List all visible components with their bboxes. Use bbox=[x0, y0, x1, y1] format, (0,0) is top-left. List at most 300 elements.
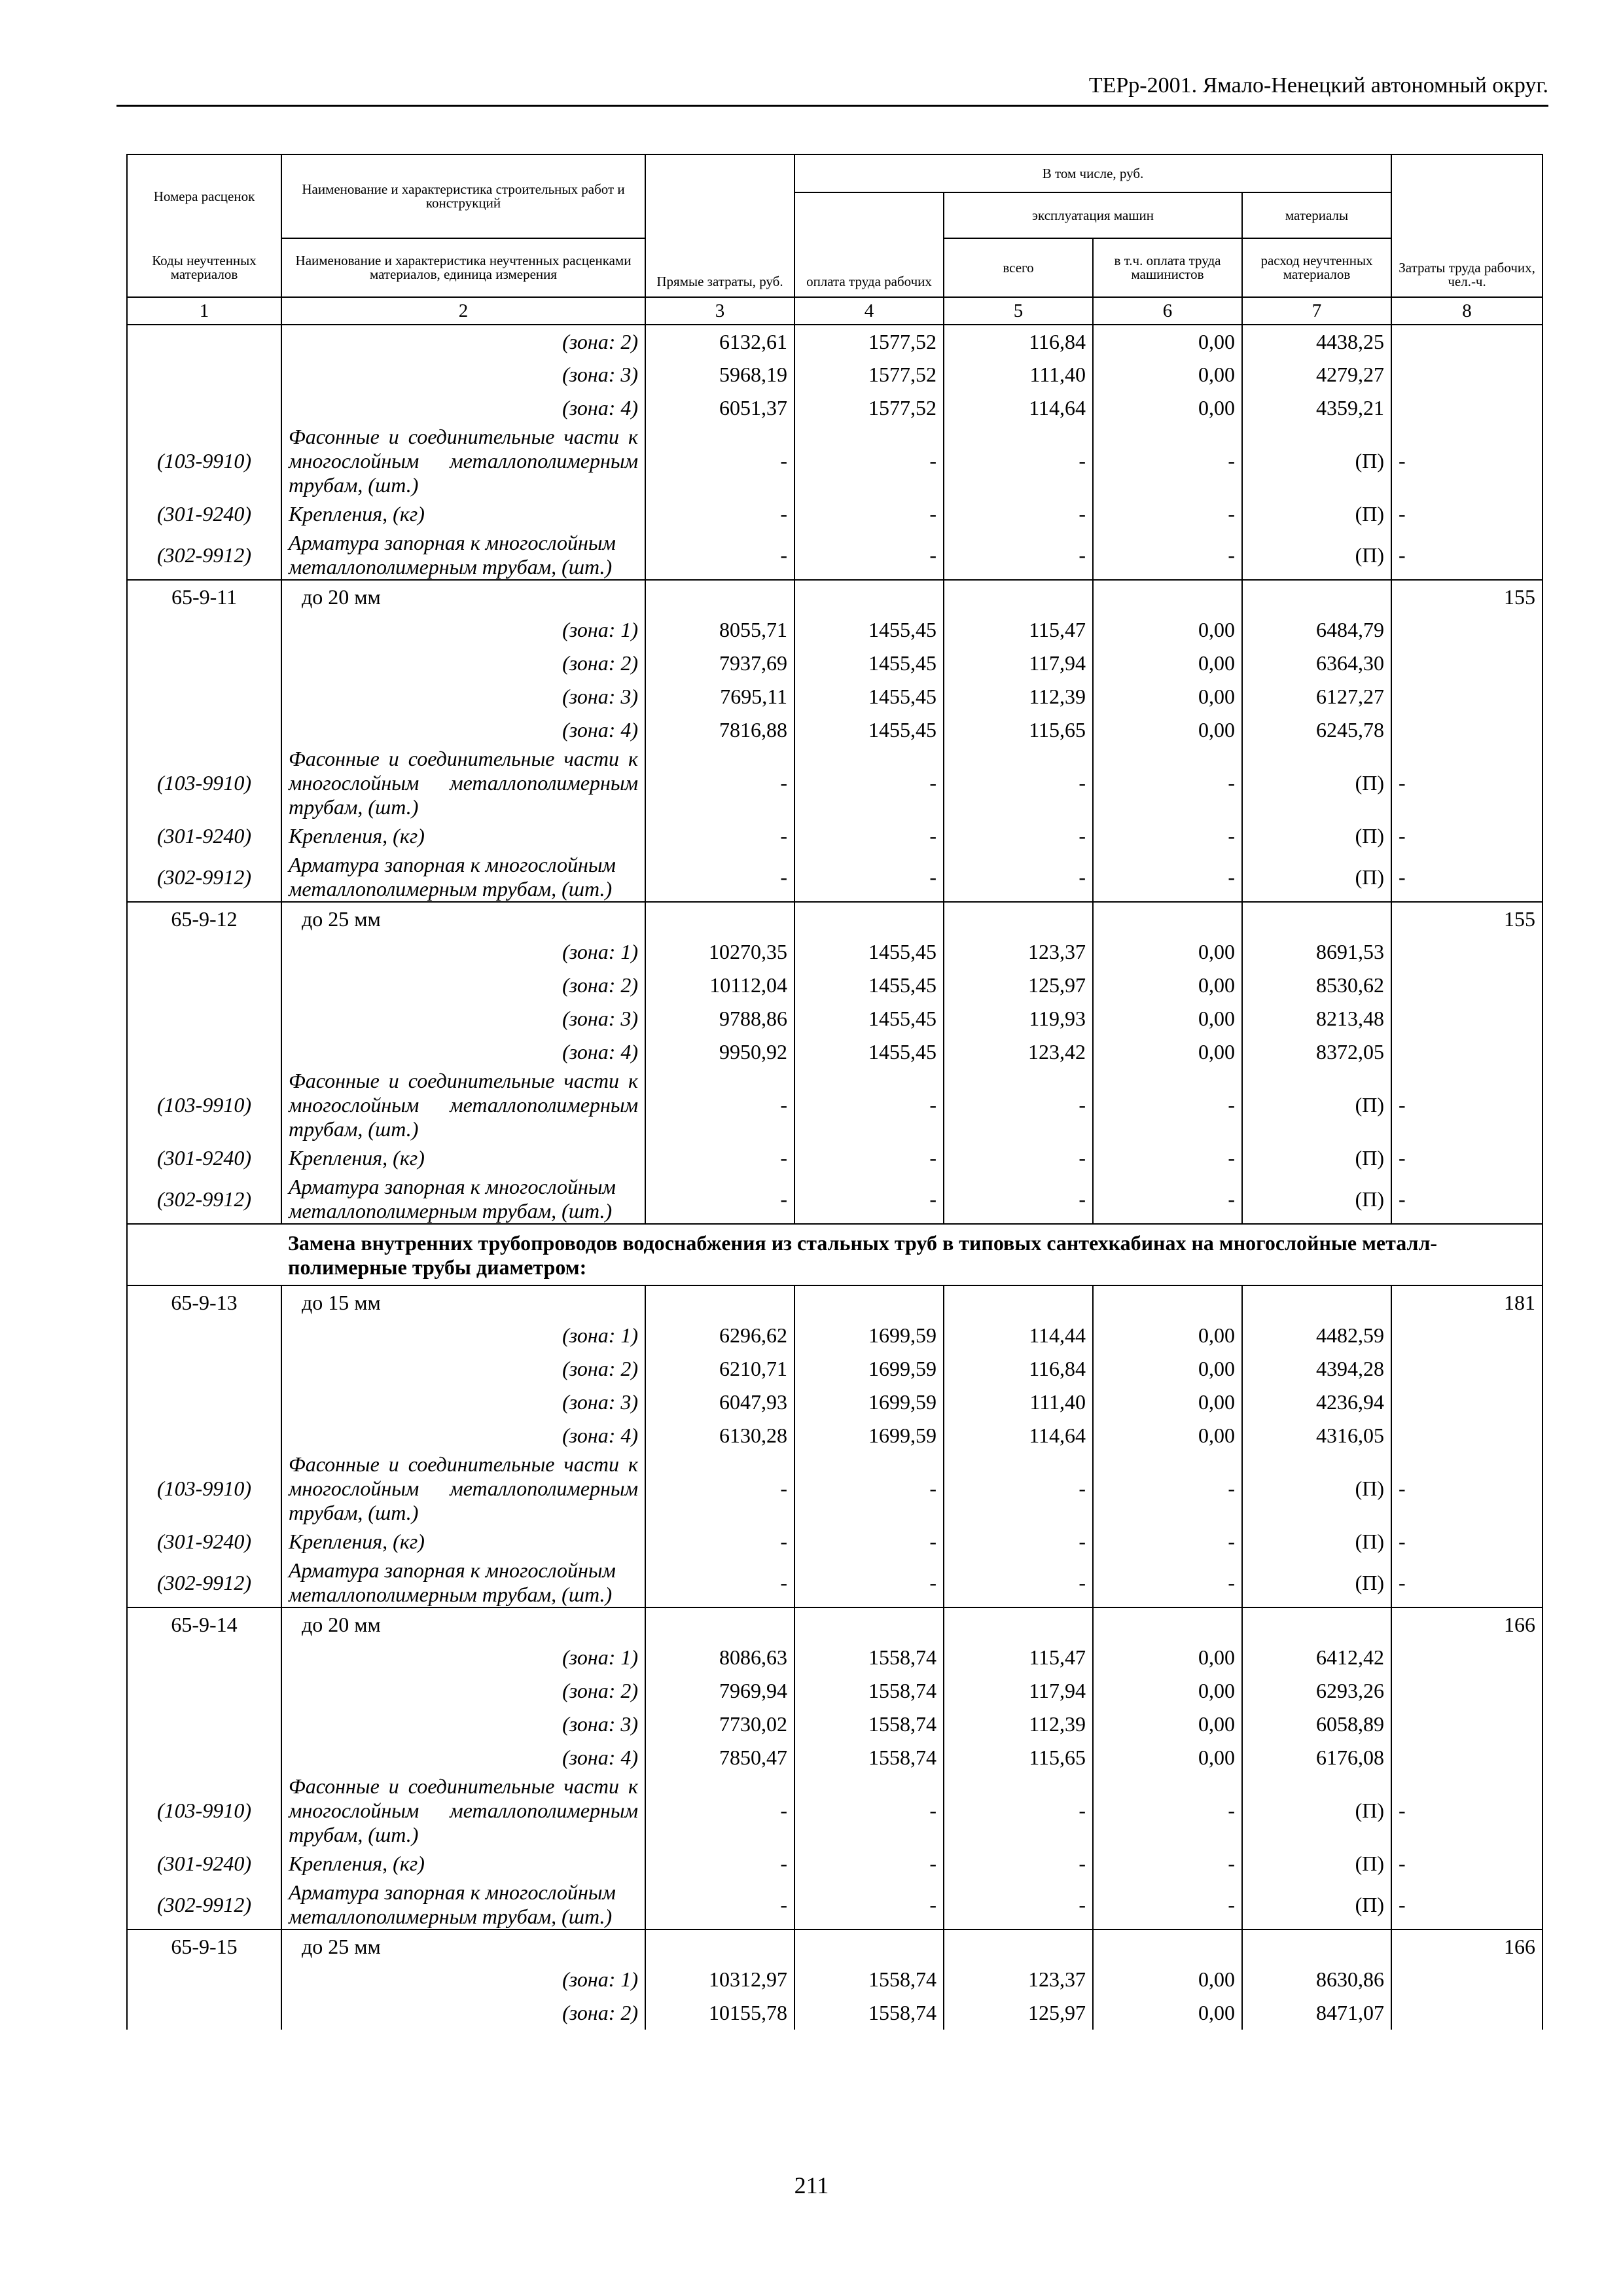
empty-cell bbox=[127, 969, 281, 1002]
dash-value: - bbox=[794, 1069, 944, 1141]
price-table bbox=[126, 154, 1543, 2030]
empty-cell bbox=[1391, 391, 1543, 425]
labor-pay: 1577,52 bbox=[794, 325, 944, 358]
material-name: Фасонные и соединительные части к многослойным металлополимерным трубам, (шт.) bbox=[281, 1774, 645, 1847]
empty-cell bbox=[127, 1963, 281, 1996]
material-code: (103-9910) bbox=[127, 1452, 281, 1525]
dash-value: - bbox=[794, 1175, 944, 1224]
machines-total: 125,97 bbox=[944, 969, 1093, 1002]
dash-value: - bbox=[645, 747, 794, 819]
table-row bbox=[127, 1386, 1543, 1419]
dash-value: - bbox=[944, 1141, 1093, 1175]
labor-cost: 181 bbox=[1391, 1285, 1543, 1319]
empty-cell bbox=[1391, 935, 1543, 969]
empty-cell bbox=[944, 1929, 1093, 1963]
hdr-materials: материалы bbox=[1242, 192, 1391, 238]
page-number: 211 bbox=[794, 2172, 829, 2198]
dash-value: - bbox=[1093, 1141, 1242, 1175]
dash-value: - bbox=[1093, 1069, 1242, 1141]
empty-cell bbox=[127, 1641, 281, 1674]
labor-pay: 1699,59 bbox=[794, 1352, 944, 1386]
machines-total: 112,39 bbox=[944, 680, 1093, 713]
dash-value: - bbox=[944, 1774, 1093, 1847]
empty-cell bbox=[1242, 902, 1391, 935]
machines-total: 117,94 bbox=[944, 647, 1093, 680]
table-row bbox=[127, 1847, 1543, 1880]
empty-cell bbox=[1391, 1002, 1543, 1035]
machines-total: 123,42 bbox=[944, 1035, 1093, 1069]
empty-cell bbox=[1391, 1419, 1543, 1452]
material-name: Фасонные и соединительные части к многослойным металлополимерным трубам, (шт.) bbox=[281, 747, 645, 819]
direct-cost: 7937,69 bbox=[645, 647, 794, 680]
zone-label: (зона: 3) bbox=[281, 1002, 645, 1035]
dash-value: - bbox=[1093, 1558, 1242, 1607]
dash-value: - bbox=[944, 1558, 1093, 1607]
machines-total: 114,64 bbox=[944, 391, 1093, 425]
rate-code: 65-9-14 bbox=[127, 1607, 281, 1641]
materials-value: 4394,28 bbox=[1242, 1352, 1391, 1386]
dash-value: - bbox=[794, 425, 944, 497]
machines-total: 115,65 bbox=[944, 1741, 1093, 1774]
material-name: Арматура запорная к многослойным металлополимерным трубам, (шт.) bbox=[281, 853, 645, 902]
direct-cost: 6047,93 bbox=[645, 1386, 794, 1419]
direct-cost: 10112,04 bbox=[645, 969, 794, 1002]
material-code: (103-9910) bbox=[127, 1774, 281, 1847]
dash-value: - bbox=[1093, 497, 1242, 531]
machines-total: 114,64 bbox=[944, 1419, 1093, 1452]
labor-dash: - bbox=[1391, 1069, 1543, 1141]
col-number: 7 bbox=[1242, 297, 1391, 325]
dash-value: - bbox=[645, 1175, 794, 1224]
machines-total: 115,47 bbox=[944, 1641, 1093, 1674]
empty-cell bbox=[127, 1035, 281, 1069]
dash-value: - bbox=[645, 1847, 794, 1880]
materials-value: 8691,53 bbox=[1242, 935, 1391, 969]
empty-cell bbox=[794, 1929, 944, 1963]
dash-value: - bbox=[944, 1452, 1093, 1525]
machinists-pay: 0,00 bbox=[1093, 391, 1242, 425]
materials-value: 6127,27 bbox=[1242, 680, 1391, 713]
hdr-group: В том числе, руб. bbox=[794, 154, 1391, 192]
materials-value: 8530,62 bbox=[1242, 969, 1391, 1002]
machinists-pay: 0,00 bbox=[1093, 1996, 1242, 2030]
dash-value: - bbox=[794, 1558, 944, 1607]
machinists-pay: 0,00 bbox=[1093, 1419, 1242, 1452]
machinists-pay: 0,00 bbox=[1093, 1963, 1242, 1996]
table-row bbox=[127, 1929, 1543, 1963]
rate-name: до 25 мм bbox=[281, 902, 645, 935]
zone-label: (зона: 4) bbox=[281, 1419, 645, 1452]
machines-total: 115,65 bbox=[944, 713, 1093, 747]
zone-label: (зона: 3) bbox=[281, 358, 645, 391]
empty-cell bbox=[127, 1224, 281, 1285]
labor-dash: - bbox=[1391, 531, 1543, 580]
table-row bbox=[127, 1607, 1543, 1641]
material-code: (302-9912) bbox=[127, 1558, 281, 1607]
dash-value: - bbox=[794, 1847, 944, 1880]
dash-value: - bbox=[944, 1175, 1093, 1224]
materials-value: 4359,21 bbox=[1242, 391, 1391, 425]
direct-cost: 9788,86 bbox=[645, 1002, 794, 1035]
direct-cost: 8086,63 bbox=[645, 1641, 794, 1674]
dash-value: - bbox=[1093, 1452, 1242, 1525]
dash-value: - bbox=[794, 1452, 944, 1525]
rate-name: до 20 мм bbox=[281, 580, 645, 613]
materials-value: 6293,26 bbox=[1242, 1674, 1391, 1708]
zone-label: (зона: 1) bbox=[281, 1319, 645, 1352]
dash-value: - bbox=[1093, 1525, 1242, 1558]
header-rule bbox=[116, 105, 1548, 107]
hdr-col4: оплата труда рабочих bbox=[794, 192, 944, 297]
empty-cell bbox=[944, 580, 1093, 613]
labor-pay: 1558,74 bbox=[794, 1708, 944, 1741]
table-row bbox=[127, 1319, 1543, 1352]
empty-cell bbox=[1391, 1996, 1543, 2030]
empty-cell bbox=[127, 325, 281, 358]
zone-label: (зона: 1) bbox=[281, 1963, 645, 1996]
table-row bbox=[127, 1069, 1543, 1141]
machinists-pay: 0,00 bbox=[1093, 1319, 1242, 1352]
dash-value: - bbox=[794, 1774, 944, 1847]
dash-value: - bbox=[645, 1558, 794, 1607]
materials-value: 6364,30 bbox=[1242, 647, 1391, 680]
table-row bbox=[127, 819, 1543, 853]
table-row bbox=[127, 1963, 1543, 1996]
materials-value: 6058,89 bbox=[1242, 1708, 1391, 1741]
dash-value: - bbox=[1093, 819, 1242, 853]
material-name: Фасонные и соединительные части к многослойным металлополимерным трубам, (шт.) bbox=[281, 1452, 645, 1525]
material-code: (302-9912) bbox=[127, 531, 281, 580]
dash-value: - bbox=[944, 1880, 1093, 1929]
table-row bbox=[127, 325, 1543, 358]
table-row bbox=[127, 853, 1543, 902]
table-body bbox=[127, 325, 1543, 2030]
labor-pay: 1577,52 bbox=[794, 358, 944, 391]
dash-value: - bbox=[944, 1847, 1093, 1880]
dash-value: - bbox=[794, 819, 944, 853]
rate-code: 65-9-15 bbox=[127, 1929, 281, 1963]
table-row bbox=[127, 1674, 1543, 1708]
materials-value: 4236,94 bbox=[1242, 1386, 1391, 1419]
material-name: Арматура запорная к многослойным металлополимерным трубам, (шт.) bbox=[281, 1558, 645, 1607]
table-row bbox=[127, 713, 1543, 747]
hdr-col6: в т.ч. оплата труда машинистов bbox=[1093, 238, 1242, 297]
materials-value: 8372,05 bbox=[1242, 1035, 1391, 1069]
labor-pay: 1455,45 bbox=[794, 1035, 944, 1069]
material-name: Крепления, (кг) bbox=[281, 497, 645, 531]
empty-cell bbox=[1391, 969, 1543, 1002]
table-row bbox=[127, 1035, 1543, 1069]
table-row bbox=[127, 391, 1543, 425]
materials-value: 4438,25 bbox=[1242, 325, 1391, 358]
materials-value: 4482,59 bbox=[1242, 1319, 1391, 1352]
material-code: (103-9910) bbox=[127, 747, 281, 819]
empty-cell bbox=[1391, 358, 1543, 391]
col-number: 5 bbox=[944, 297, 1093, 325]
table-row bbox=[127, 1558, 1543, 1607]
dash-value: - bbox=[645, 1141, 794, 1175]
dash-value: - bbox=[645, 497, 794, 531]
table-row bbox=[127, 1525, 1543, 1558]
rate-code: 65-9-12 bbox=[127, 902, 281, 935]
dash-value: - bbox=[1093, 853, 1242, 902]
machinists-pay: 0,00 bbox=[1093, 1386, 1242, 1419]
machines-total: 114,44 bbox=[944, 1319, 1093, 1352]
table-row bbox=[127, 680, 1543, 713]
empty-cell bbox=[1391, 647, 1543, 680]
labor-pay: 1558,74 bbox=[794, 1996, 944, 2030]
dash-value: - bbox=[944, 425, 1093, 497]
empty-cell bbox=[1391, 1641, 1543, 1674]
unaccounted-marker: (П) bbox=[1242, 747, 1391, 819]
labor-cost: 155 bbox=[1391, 580, 1543, 613]
materials-value: 6176,08 bbox=[1242, 1741, 1391, 1774]
materials-value: 8630,86 bbox=[1242, 1963, 1391, 1996]
labor-dash: - bbox=[1391, 1847, 1543, 1880]
empty-cell bbox=[127, 1674, 281, 1708]
unaccounted-marker: (П) bbox=[1242, 1847, 1391, 1880]
labor-pay: 1558,74 bbox=[794, 1641, 944, 1674]
machines-total: 111,40 bbox=[944, 1386, 1093, 1419]
materials-value: 8471,07 bbox=[1242, 1996, 1391, 2030]
machines-total: 123,37 bbox=[944, 935, 1093, 969]
table-row bbox=[127, 1141, 1543, 1175]
dash-value: - bbox=[794, 1525, 944, 1558]
material-code: (301-9240) bbox=[127, 497, 281, 531]
labor-pay: 1455,45 bbox=[794, 713, 944, 747]
unaccounted-marker: (П) bbox=[1242, 1880, 1391, 1929]
table-row bbox=[127, 1880, 1543, 1929]
labor-pay: 1558,74 bbox=[794, 1741, 944, 1774]
hdr-col2-top: Наименование и характеристика строительных работ и конструкций bbox=[281, 154, 645, 238]
empty-cell bbox=[127, 391, 281, 425]
table-row bbox=[127, 1641, 1543, 1674]
material-code: (302-9912) bbox=[127, 853, 281, 902]
machinists-pay: 0,00 bbox=[1093, 613, 1242, 647]
machinists-pay: 0,00 bbox=[1093, 969, 1242, 1002]
dash-value: - bbox=[1093, 1774, 1242, 1847]
dash-value: - bbox=[645, 425, 794, 497]
hdr-col1-bottom: Коды неучтенных материалов bbox=[127, 238, 281, 297]
dash-value: - bbox=[645, 1069, 794, 1141]
dash-value: - bbox=[1093, 531, 1242, 580]
material-code: (103-9910) bbox=[127, 425, 281, 497]
zone-label: (зона: 2) bbox=[281, 1352, 645, 1386]
table-row bbox=[127, 1002, 1543, 1035]
dash-value: - bbox=[944, 1069, 1093, 1141]
unaccounted-marker: (П) bbox=[1242, 853, 1391, 902]
labor-pay: 1699,59 bbox=[794, 1386, 944, 1419]
labor-cost: 166 bbox=[1391, 1607, 1543, 1641]
empty-cell bbox=[1391, 1035, 1543, 1069]
hdr-col8: Затраты труда рабочих, чел.-ч. bbox=[1391, 154, 1543, 297]
col-number: 3 bbox=[645, 297, 794, 325]
rate-name: до 15 мм bbox=[281, 1285, 645, 1319]
zone-label: (зона: 4) bbox=[281, 713, 645, 747]
unaccounted-marker: (П) bbox=[1242, 1452, 1391, 1525]
material-name: Крепления, (кг) bbox=[281, 819, 645, 853]
direct-cost: 6130,28 bbox=[645, 1419, 794, 1452]
unaccounted-marker: (П) bbox=[1242, 1069, 1391, 1141]
unaccounted-marker: (П) bbox=[1242, 425, 1391, 497]
col-number: 8 bbox=[1391, 297, 1543, 325]
empty-cell bbox=[1391, 1386, 1543, 1419]
empty-cell bbox=[127, 358, 281, 391]
materials-value: 6412,42 bbox=[1242, 1641, 1391, 1674]
hdr-col1-top: Номера расценок bbox=[127, 154, 281, 238]
table-row bbox=[127, 580, 1543, 613]
direct-cost: 7969,94 bbox=[645, 1674, 794, 1708]
machines-total: 123,37 bbox=[944, 1963, 1093, 1996]
unaccounted-marker: (П) bbox=[1242, 1558, 1391, 1607]
direct-cost: 5968,19 bbox=[645, 358, 794, 391]
empty-cell bbox=[944, 1607, 1093, 1641]
zone-label: (зона: 3) bbox=[281, 1708, 645, 1741]
labor-pay: 1577,52 bbox=[794, 391, 944, 425]
labor-pay: 1455,45 bbox=[794, 647, 944, 680]
direct-cost: 6296,62 bbox=[645, 1319, 794, 1352]
labor-pay: 1699,59 bbox=[794, 1319, 944, 1352]
labor-dash: - bbox=[1391, 819, 1543, 853]
materials-value: 4316,05 bbox=[1242, 1419, 1391, 1452]
material-code: (302-9912) bbox=[127, 1175, 281, 1224]
direct-cost: 6051,37 bbox=[645, 391, 794, 425]
empty-cell bbox=[645, 580, 794, 613]
direct-cost: 7850,47 bbox=[645, 1741, 794, 1774]
material-name: Арматура запорная к многослойным металлополимерным трубам, (шт.) bbox=[281, 531, 645, 580]
material-name: Арматура запорная к многослойным металлополимерным трубам, (шт.) bbox=[281, 1880, 645, 1929]
unaccounted-marker: (П) bbox=[1242, 1525, 1391, 1558]
empty-cell bbox=[1391, 680, 1543, 713]
machinists-pay: 0,00 bbox=[1093, 1641, 1242, 1674]
material-code: (302-9912) bbox=[127, 1880, 281, 1929]
material-name: Фасонные и соединительные части к многослойным металлополимерным трубам, (шт.) bbox=[281, 1069, 645, 1141]
machinists-pay: 0,00 bbox=[1093, 1035, 1242, 1069]
col-number: 2 bbox=[281, 297, 645, 325]
table-row bbox=[127, 531, 1543, 580]
section-title: Замена внутренних трубопроводов водоснабжения из стальных труб в типовых сантехкабинах на многослойные металл-полимерные трубы диаметром: bbox=[281, 1224, 1543, 1285]
empty-cell bbox=[127, 1708, 281, 1741]
zone-label: (зона: 1) bbox=[281, 1641, 645, 1674]
dash-value: - bbox=[1093, 1847, 1242, 1880]
empty-cell bbox=[1391, 1741, 1543, 1774]
empty-cell bbox=[794, 1285, 944, 1319]
table-row bbox=[127, 935, 1543, 969]
dash-value: - bbox=[944, 853, 1093, 902]
machines-total: 125,97 bbox=[944, 1996, 1093, 2030]
empty-cell bbox=[1242, 580, 1391, 613]
empty-cell bbox=[127, 647, 281, 680]
empty-cell bbox=[127, 613, 281, 647]
labor-pay: 1558,74 bbox=[794, 1674, 944, 1708]
rate-code: 65-9-11 bbox=[127, 580, 281, 613]
dash-value: - bbox=[794, 1880, 944, 1929]
table-row bbox=[127, 1774, 1543, 1847]
dash-value: - bbox=[944, 497, 1093, 531]
direct-cost: 9950,92 bbox=[645, 1035, 794, 1069]
material-name: Крепления, (кг) bbox=[281, 1847, 645, 1880]
empty-cell bbox=[645, 902, 794, 935]
hdr-machines: эксплуатация машин bbox=[944, 192, 1242, 238]
table-row bbox=[127, 1452, 1543, 1525]
zone-label: (зона: 3) bbox=[281, 1386, 645, 1419]
material-code: (301-9240) bbox=[127, 1847, 281, 1880]
running-header-title: ТЕРр-2001. Ямало-Ненецкий автономный округ. bbox=[1088, 73, 1548, 98]
empty-cell bbox=[127, 713, 281, 747]
machinists-pay: 0,00 bbox=[1093, 1741, 1242, 1774]
empty-cell bbox=[1391, 325, 1543, 358]
table-row bbox=[127, 1708, 1543, 1741]
table-row bbox=[127, 497, 1543, 531]
labor-dash: - bbox=[1391, 1558, 1543, 1607]
machinists-pay: 0,00 bbox=[1093, 1674, 1242, 1708]
machinists-pay: 0,00 bbox=[1093, 325, 1242, 358]
empty-cell bbox=[127, 1996, 281, 2030]
machinists-pay: 0,00 bbox=[1093, 1352, 1242, 1386]
dash-value: - bbox=[944, 1525, 1093, 1558]
dash-value: - bbox=[794, 497, 944, 531]
machinists-pay: 0,00 bbox=[1093, 647, 1242, 680]
empty-cell bbox=[1242, 1285, 1391, 1319]
dash-value: - bbox=[645, 531, 794, 580]
col-number: 4 bbox=[794, 297, 944, 325]
labor-dash: - bbox=[1391, 1880, 1543, 1929]
dash-value: - bbox=[794, 853, 944, 902]
labor-pay: 1455,45 bbox=[794, 935, 944, 969]
empty-cell bbox=[127, 1352, 281, 1386]
dash-value: - bbox=[645, 1880, 794, 1929]
rate-name: до 20 мм bbox=[281, 1607, 645, 1641]
direct-cost: 10312,97 bbox=[645, 1963, 794, 1996]
table-row bbox=[127, 1419, 1543, 1452]
materials-value: 6484,79 bbox=[1242, 613, 1391, 647]
labor-dash: - bbox=[1391, 1774, 1543, 1847]
empty-cell bbox=[1093, 1285, 1242, 1319]
labor-pay: 1558,74 bbox=[794, 1963, 944, 1996]
empty-cell bbox=[127, 680, 281, 713]
zone-label: (зона: 2) bbox=[281, 1674, 645, 1708]
hdr-col2-bottom: Наименование и характеристика неучтенных расценками материалов, единица измерения bbox=[281, 238, 645, 297]
zone-label: (зона: 4) bbox=[281, 391, 645, 425]
material-name: Крепления, (кг) bbox=[281, 1525, 645, 1558]
empty-cell bbox=[1391, 613, 1543, 647]
machinists-pay: 0,00 bbox=[1093, 935, 1242, 969]
table-row bbox=[127, 969, 1543, 1002]
labor-dash: - bbox=[1391, 747, 1543, 819]
zone-label: (зона: 3) bbox=[281, 680, 645, 713]
machines-total: 115,47 bbox=[944, 613, 1093, 647]
empty-cell bbox=[127, 935, 281, 969]
labor-pay: 1455,45 bbox=[794, 613, 944, 647]
machines-total: 119,93 bbox=[944, 1002, 1093, 1035]
machinists-pay: 0,00 bbox=[1093, 1708, 1242, 1741]
rate-name: до 25 мм bbox=[281, 1929, 645, 1963]
empty-cell bbox=[1391, 1674, 1543, 1708]
hdr-col3: Прямые затраты, руб. bbox=[645, 154, 794, 297]
table-row bbox=[127, 1741, 1543, 1774]
empty-cell bbox=[794, 902, 944, 935]
empty-cell bbox=[1242, 1607, 1391, 1641]
table-row bbox=[127, 613, 1543, 647]
direct-cost: 6210,71 bbox=[645, 1352, 794, 1386]
unaccounted-marker: (П) bbox=[1242, 1774, 1391, 1847]
dash-value: - bbox=[645, 1774, 794, 1847]
direct-cost: 10155,78 bbox=[645, 1996, 794, 2030]
table-row bbox=[127, 902, 1543, 935]
machinists-pay: 0,00 bbox=[1093, 680, 1242, 713]
empty-cell bbox=[794, 1607, 944, 1641]
table-row bbox=[127, 1996, 1543, 2030]
